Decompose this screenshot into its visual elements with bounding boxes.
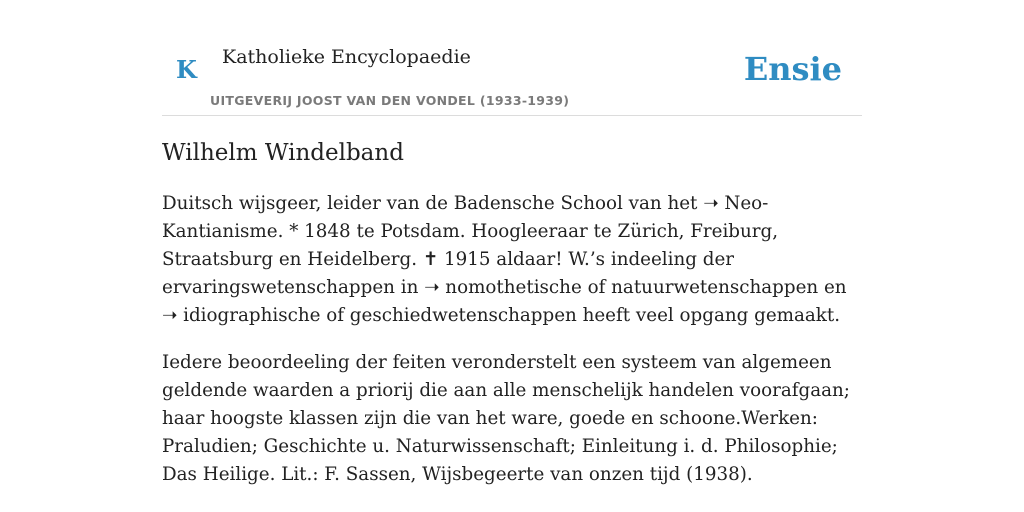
site-name-link[interactable]: Katholieke Encyclopaedie <box>222 46 471 68</box>
logo-icon[interactable]: K <box>176 55 197 84</box>
ensie-logo-link[interactable]: Ensie <box>743 50 842 88</box>
publisher-label: UITGEVERIJ JOOST VAN DEN VONDEL (1933-1939) <box>210 93 570 108</box>
article-paragraph-1: Duitsch wijsgeer, leider van de Badensche School van het ➝ Neo-Kantianisme. * 1848 te Potsdam. Hoogleeraar te Zürich, Freiburg, Straatsburg en Heidelberg. ✝ 1915 aldaar! W.’s indeeling der ervaringswetenschappen in ➝ nomothetische of natuurwetenschappen en ➝ idiographische of geschiedwetenschappen heeft veel opgang gemaakt. <box>162 193 847 326</box>
article-paragraph-2: Iedere beoordeeling der feiten veronderstelt een systeem van algemeen geldende waarden a priorij die aan alle menschelijk handelen voorafgaan; haar hoogste klassen zijn die van het ware, goede en schoone.Werken: Praludien; Geschichte u. Naturwissenschaft; Einleitung i. d. Philosophie; Das Heilige. Lit.: F. Sassen, Wijsbegeerte van onzen tijd (1938). <box>162 352 850 485</box>
page-container <box>162 0 862 489</box>
site-header <box>162 0 862 116</box>
article-title: Wilhelm Windelband <box>162 140 404 166</box>
